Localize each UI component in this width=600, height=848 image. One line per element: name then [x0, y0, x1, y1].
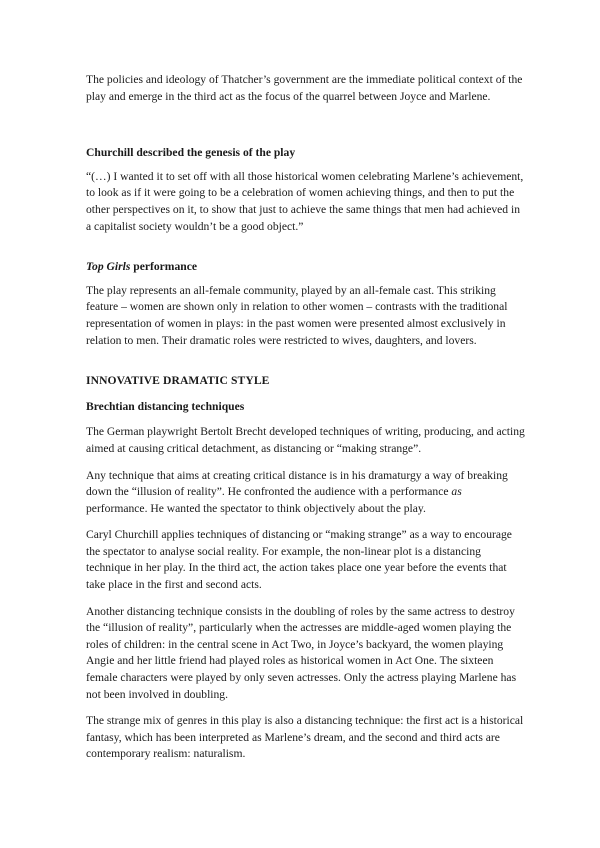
spacer [86, 359, 526, 373]
brechtian-subheading: Brechtian distancing techniques [86, 399, 245, 413]
genesis-quote: “(…) I wanted it to set off with all those historical women celebrating Marlene’s achievement, to look as if it were going to be a celebration of women achieving things, and then to put the other perspectives on it, to show that just to achieve the same things that men had achieved in a capitalist society wouldn’t be a good object.” [86, 169, 524, 233]
genres-paragraph: The strange mix of genres in this play is also a distancing technique: the first act is a historical fantasy, which has been interpreted as Marlene’s dream, and the second and third acts are contemporary realism: naturalism. [86, 714, 524, 761]
document-page [86, 72, 526, 773]
illusion-paragraph-italic: as [451, 485, 462, 499]
brecht-paragraph: The German playwright Bertolt Brecht developed techniques of writing, producing, and acting aimed at causing critical detachment, as distancing or “making strange”. [86, 425, 525, 455]
spacer [86, 245, 526, 259]
spacer [86, 115, 526, 145]
illusion-paragraph-end: performance. He wanted the spectator to think objectively about the play. [86, 501, 426, 515]
performance-heading-rest: performance [130, 260, 197, 274]
performance-paragraph: The play represents an all-female community, played by an all-female cast. This striking feature – women are shown only in relation to other women – contrasts with the traditional representation of women in plays: in the past women were presented almost exclusively in relation to men. Their dramatic roles were restricted to wives, daughters, and lovers. [86, 283, 508, 347]
dramatic-style-heading: INNOVATIVE DRAMATIC STYLE [86, 374, 270, 388]
illusion-paragraph [86, 468, 526, 518]
performance-heading-title: Top Girls [86, 260, 131, 274]
churchill-distancing-paragraph: Caryl Churchill applies techniques of distancing or “making strange” as a way to encourage the spectator to analyse social reality. For example, the non-linear plot is a distancing technique in her play. In the third act, the action takes place one year before the events that take place in the first and second acts. [86, 528, 512, 592]
performance-heading [86, 259, 526, 276]
genesis-heading: Churchill described the genesis of the play [86, 146, 296, 160]
illusion-paragraph-start: Any technique that aims at creating critical distance is in his dramaturgy a way of breaking down the “illusion of reality”. He confronted the audience with a performance [86, 468, 508, 499]
intro-paragraph: The policies and ideology of Thatcher’s government are the immediate political context of the play and emerge in the third act as the focus of the quarrel between Joyce and Marlene. [86, 73, 523, 103]
doubling-roles-paragraph: Another distancing technique consists in the doubling of roles by the same actress to destroy the “illusion of reality”, particularly when the actresses are middle-aged women playing the roles of children: in the central scene in Act Two, in Joyce’s backyard, the women playing Angie and her little friend had played roles as historical women in Act One. The sixteen female characters were played by only seven actresses. Only the actress playing Marlene has not been involved in doubling. [86, 604, 517, 701]
